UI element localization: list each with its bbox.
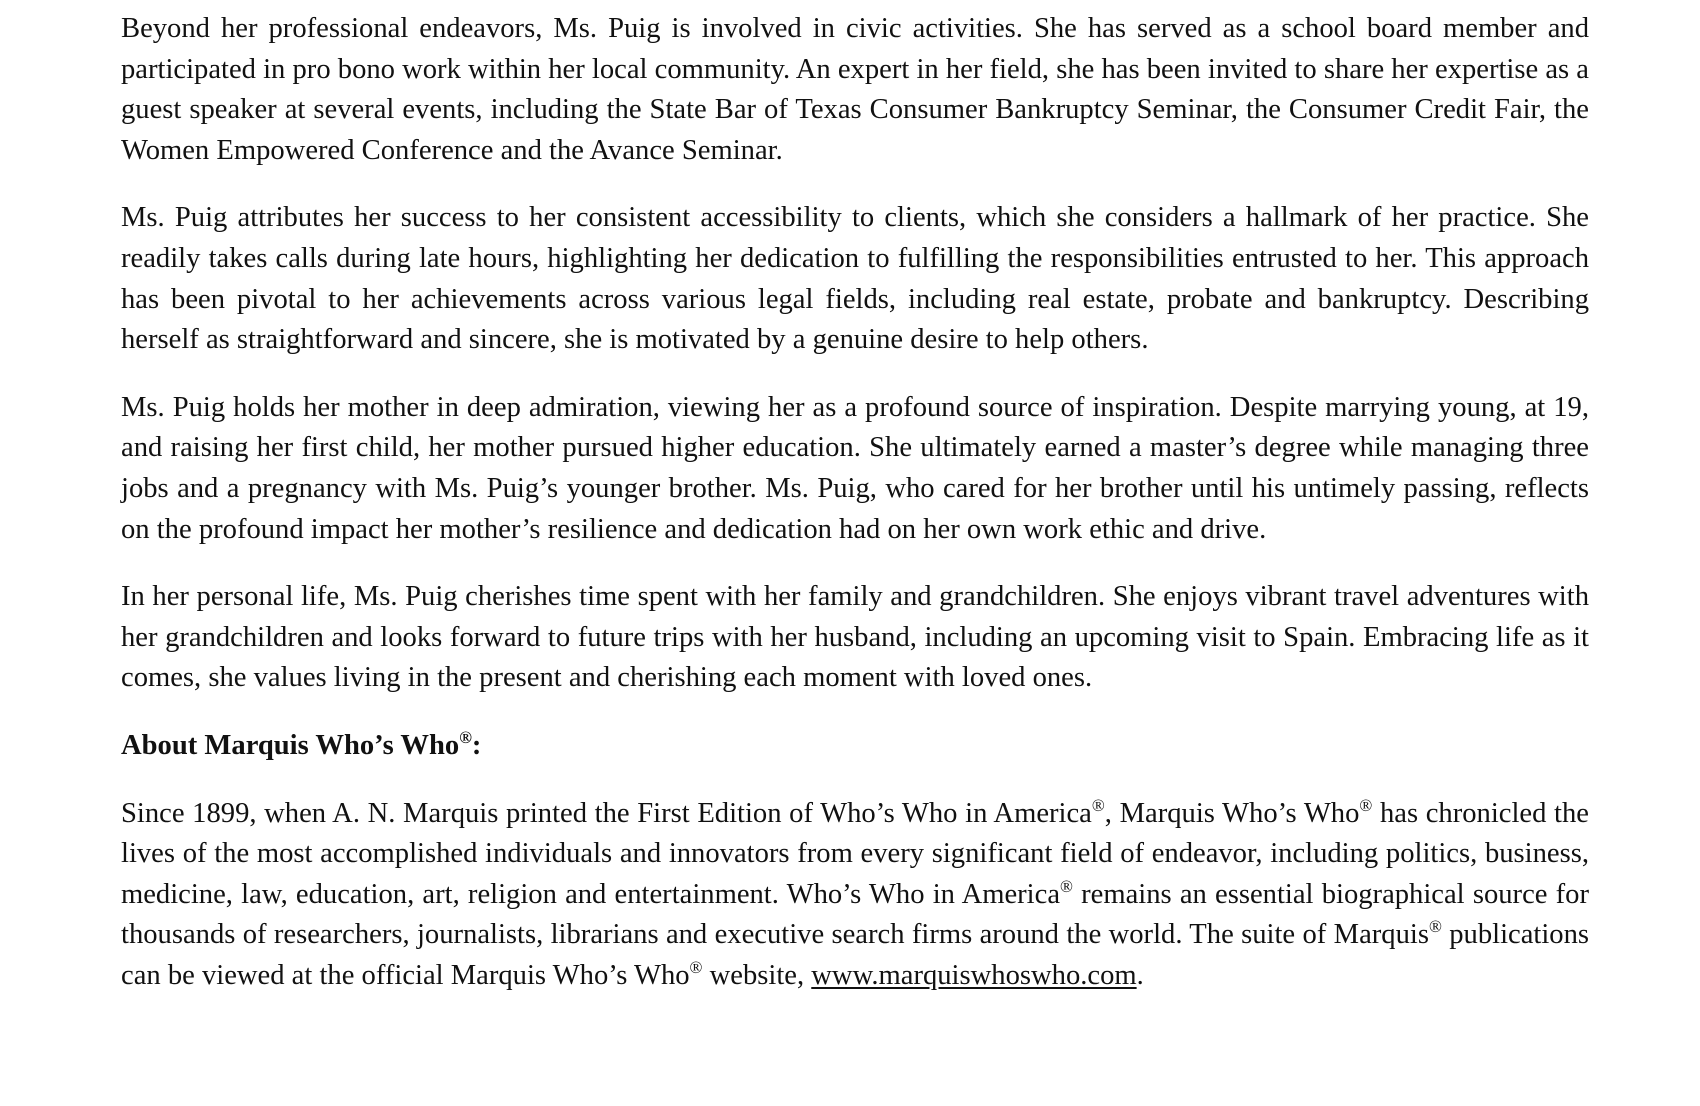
about-text-1: Since 1899, when A. N. Marquis printed the First Edition of Who’s Who in America <box>121 797 1092 829</box>
registered-mark: ® <box>1091 795 1105 815</box>
about-heading-colon: : <box>471 729 482 761</box>
about-heading-text: About Marquis Who’s Who <box>121 729 460 761</box>
document-page <box>121 9 1589 1023</box>
about-text-3: has chronicled the lives of the most accomplished individuals and innovators from every significant field of endeavor, including politics, business, medicine, law, education, art, religion and entertainment. Who’s Who in America <box>121 797 1589 910</box>
registered-mark: ® <box>1428 917 1442 937</box>
paragraph-accessibility: Ms. Puig attributes her success to her consistent accessibility to clients, which she considers a hallmark of her practice. She readily takes calls during late hours, highlighting her dedication to fulfilling the responsibilities entrusted to her. This approach has been pivotal to her achievements across various legal fields, including real estate, probate and bankruptcy. Describing herself as straightforward and sincere, she is motivated by a genuine desire to help others. <box>121 202 1589 356</box>
about-heading <box>121 726 1589 767</box>
about-text-6: website, <box>702 959 812 991</box>
registered-mark: ® <box>1359 795 1373 815</box>
about-text-5: publications can be viewed at the official Marquis Who’s Who <box>121 919 1590 991</box>
paragraph-mother-inspiration: Ms. Puig holds her mother in deep admiration, viewing her as a profound source of inspiration. Despite marrying young, at 19, and raising her first child, her mother pursued higher education. She ultimately earned a master’s degree while managing three jobs and a pregnancy with Ms. Puig’s younger brother. Ms. Puig, who cared for her brother until his untimely passing, reflects on the profound impact her mother’s resilience and dedication had on her own work ethic and drive. <box>121 391 1589 545</box>
registered-mark: ® <box>689 957 703 977</box>
about-text-end: . <box>1136 959 1144 991</box>
about-text-4: remains an essential biographical source for thousands of researchers, journalists, librarians and executive search firms around the world. The suite of Marquis <box>121 878 1589 951</box>
paragraph-personal-life: In her personal life, Ms. Puig cherishes time spent with her family and grandchildren. She enjoys vibrant travel adventures with her grandchildren and looks forward to future trips with her husband, including an upcoming visit to Spain. Embracing life as it comes, she values living in the present and cherishing each moment with loved ones. <box>121 581 1589 694</box>
registered-mark: ® <box>1060 876 1073 896</box>
about-text-2: , Marquis Who’s Who <box>1104 797 1360 829</box>
registered-mark: ® <box>459 727 472 747</box>
about-paragraph <box>121 794 1589 997</box>
paragraph-civic-activities: Beyond her professional endeavors, Ms. Puig is involved in civic activities. She has served as a school board member and participated in pro bono work within her local community. An expert in her field, she has been invited to share her expertise as a guest speaker at several events, including the State Bar of Texas Consumer Bankruptcy Seminar, the Consumer Credit Fair, the Women Empowered Conference and the Avance Seminar. <box>121 13 1589 166</box>
marquis-website-link[interactable]: www.marquiswhoswho.com <box>811 959 1137 991</box>
